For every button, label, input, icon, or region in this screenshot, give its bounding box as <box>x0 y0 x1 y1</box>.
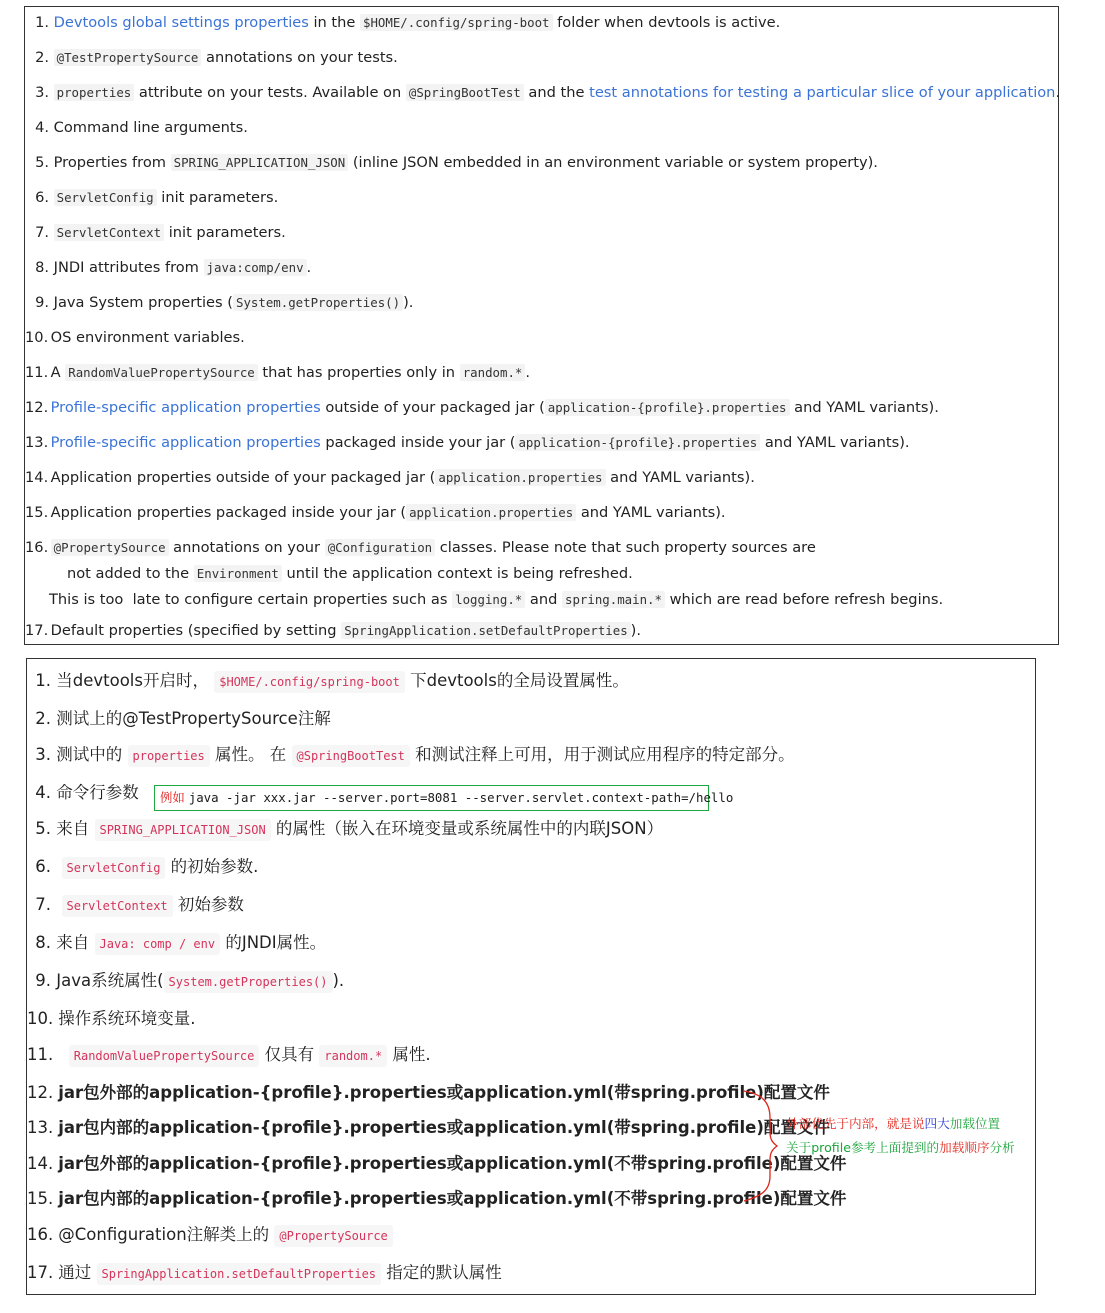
inline-code: spring.main.* <box>562 591 665 608</box>
item-text: 的初始参数. <box>165 857 259 876</box>
item-number: 1. <box>35 671 51 690</box>
item-text: and YAML variants). <box>605 469 755 486</box>
item-number: 5. <box>35 154 49 171</box>
item-text: 来自 <box>56 819 95 838</box>
item-number: 2. <box>35 49 49 66</box>
item-text: and YAML variants). <box>760 434 910 451</box>
list-item <box>25 13 780 33</box>
item-text: not added to the <box>67 565 194 582</box>
item-text: ). <box>403 294 414 311</box>
item-text-bold: jar包外部的application-{profile}.properties或application.yml(带spring.profile)配置文件 <box>58 1083 830 1102</box>
item-text <box>56 857 61 876</box>
list-item <box>25 538 816 558</box>
item-number: 17. <box>27 1263 54 1282</box>
list-item <box>25 48 398 68</box>
item-text: folder when devtools is active. <box>552 14 781 31</box>
item-text: . <box>306 259 312 276</box>
list-item <box>27 893 244 918</box>
example-command: java -jar xxx.jar --server.port=8081 --server.servlet.context-path=/hello <box>188 790 734 805</box>
item-text: 的属性（嵌入在环境变量或系统属性中的内联JSON） <box>270 819 664 838</box>
item-number: 5. <box>35 819 51 838</box>
item-text: annotations on your <box>168 539 325 556</box>
list-item <box>27 1043 431 1068</box>
inline-code: random.* <box>460 364 526 381</box>
inline-code: $HOME/.config/spring-boot <box>360 14 553 31</box>
item-text: 属性. <box>387 1045 431 1064</box>
inline-code: SpringApplication.setDefaultProperties <box>341 622 630 639</box>
list-item <box>25 118 248 138</box>
item-number: 13. <box>27 1118 54 1137</box>
list-item <box>27 1223 393 1248</box>
inline-code: RandomValuePropertySource <box>69 1045 260 1067</box>
list-item <box>25 328 245 348</box>
item-number: 15. <box>25 504 49 521</box>
item-text: packaged inside your jar ( <box>320 434 516 451</box>
item-text-bold: jar包外部的application-{profile}.properties或application.yml(不带spring.profile)配置文件 <box>58 1154 847 1173</box>
item-text: Properties from <box>53 154 171 171</box>
item-number: 12. <box>27 1083 54 1102</box>
list-item <box>27 1007 196 1031</box>
inline-code: application.properties <box>406 504 576 521</box>
list-item <box>25 293 413 313</box>
item-text-bold: jar包内部的application-{profile}.properties或application.yml(不带spring.profile)配置文件 <box>58 1189 847 1208</box>
item-text <box>56 895 61 914</box>
list-item <box>27 931 326 956</box>
list-item <box>25 433 910 453</box>
item-number: 11. <box>27 1045 54 1064</box>
item-text: attribute on your tests. Available on <box>134 84 406 101</box>
item-text <box>58 1045 69 1064</box>
list-item <box>25 83 1060 103</box>
item-text: Default properties (specified by setting <box>50 622 342 639</box>
item-text: and the <box>523 84 590 101</box>
item-text: 命令行参数 <box>56 783 139 802</box>
item-text: A <box>50 364 66 381</box>
item-text: . <box>1055 84 1061 101</box>
annotation-text: 关于profile参考上面提到的 <box>786 1140 940 1155</box>
item-text: 测试上的@TestPropertySource注解 <box>56 709 331 728</box>
item-number: 11. <box>25 364 49 381</box>
item-text: outside of your packaged jar ( <box>320 399 545 416</box>
item-number: 6. <box>35 857 51 876</box>
item-text: JNDI attributes from <box>53 259 204 276</box>
item-number: 7. <box>35 224 49 241</box>
list-item <box>25 258 311 278</box>
item-text: and YAML variants). <box>789 399 939 416</box>
list-item <box>27 1152 846 1176</box>
item-text: in the <box>308 14 360 31</box>
chinese-property-order-list <box>26 658 1036 1295</box>
item-text: . <box>525 364 531 381</box>
inline-code: java:comp/env <box>204 259 307 276</box>
doc-link[interactable]: Devtools global settings properties <box>53 14 309 31</box>
item-number: 9. <box>35 971 51 990</box>
list-item <box>27 1081 830 1105</box>
item-number: 1. <box>35 14 49 31</box>
inline-code: application.properties <box>435 469 605 486</box>
list-item <box>27 855 258 880</box>
inline-code: application-{profile}.properties <box>515 434 760 451</box>
list-item <box>25 188 278 208</box>
item-text: 来自 <box>56 933 95 952</box>
item-text: init parameters. <box>164 224 286 241</box>
inline-code: ServletConfig <box>54 189 157 206</box>
item-text: classes. Please note that such property sources are <box>435 539 816 556</box>
item-text: 操作系统环境变量. <box>58 1009 196 1028</box>
inline-code: SpringApplication.setDefaultProperties <box>97 1263 382 1285</box>
item-number: 3. <box>35 745 51 764</box>
item-text: and <box>525 591 562 608</box>
item-number: 2. <box>35 709 51 728</box>
item-text: 指定的默认属性 <box>381 1263 502 1282</box>
inline-code: properties <box>128 745 210 767</box>
item-number: 6. <box>35 189 49 206</box>
inline-code: Java: comp / env <box>95 933 221 955</box>
annotation-text: 加载位置 <box>949 1116 1001 1131</box>
item-number: 9. <box>35 294 49 311</box>
inline-code: SPRING_APPLICATION_JSON <box>171 154 349 171</box>
item-number: 14. <box>27 1154 54 1173</box>
item-text: until the application context is being refreshed. <box>281 565 633 582</box>
item-text: Command line arguments. <box>53 119 248 136</box>
list-item <box>27 1187 846 1211</box>
bracket-annotation <box>740 1088 780 1203</box>
inline-code: logging.* <box>452 591 525 608</box>
inline-code: Environment <box>194 565 282 582</box>
item-number: 13. <box>25 434 49 451</box>
item-text: and YAML variants). <box>576 504 726 521</box>
item-number: 7. <box>35 895 51 914</box>
annotation-text: 加载顺序 <box>939 1140 990 1155</box>
item-number: 16. <box>25 539 49 556</box>
item-number: 12. <box>25 399 49 416</box>
item-text: OS environment variables. <box>50 329 245 346</box>
list-item <box>25 153 878 173</box>
item-text: 的JNDI属性。 <box>220 933 327 952</box>
inline-code: System.getProperties() <box>233 294 403 311</box>
item-number: 10. <box>25 329 49 346</box>
item-number: 3. <box>35 84 49 101</box>
inline-code: random.* <box>319 1045 387 1067</box>
annotation-line-1 <box>786 1112 1015 1136</box>
item-text: Application properties outside of your packaged jar ( <box>50 469 436 486</box>
item-number: 8. <box>35 259 49 276</box>
item-number: 4. <box>35 783 51 802</box>
item-text: Java系统属性( <box>56 971 164 990</box>
item-text: which are read before refresh begins. <box>664 591 944 608</box>
list-item <box>25 398 939 418</box>
list-item <box>27 1261 502 1286</box>
inline-code: application-{profile}.properties <box>545 399 790 416</box>
item-text: 测试中的 <box>56 745 128 764</box>
doc-link[interactable]: Profile-specific application properties <box>50 399 321 416</box>
list-item <box>25 503 726 523</box>
item-text: 和测试注释上可用，用于测试应用程序的特定部分。 <box>409 745 795 764</box>
inline-code: SPRING_APPLICATION_JSON <box>95 819 271 841</box>
inline-code: @SpringBootTest <box>292 745 410 767</box>
list-item <box>27 781 139 805</box>
inline-code: ServletContext <box>62 895 173 917</box>
item-number: 10. <box>27 1009 54 1028</box>
item-number: 4. <box>35 119 49 136</box>
item-text: 下devtools的全局设置属性。 <box>404 671 629 690</box>
item-text: (inline JSON embedded in an environment variable or system property). <box>348 154 878 171</box>
item-number: 14. <box>25 469 49 486</box>
item-text: Java System properties ( <box>53 294 233 311</box>
annotation-text: 外部优先于内部，就是说 <box>786 1116 925 1131</box>
item-text: ). <box>630 622 642 639</box>
item-text: 当devtools开启时， <box>56 671 215 690</box>
item-text: 属性。 在 <box>209 745 292 764</box>
example-label: 例如 <box>160 790 185 805</box>
doc-link[interactable]: Profile-specific application properties <box>50 434 321 451</box>
list-item <box>25 621 641 641</box>
inline-code: RandomValuePropertySource <box>65 364 258 381</box>
item-number: 16. <box>27 1225 54 1244</box>
item-text: 仅具有 <box>259 1045 320 1064</box>
item-text: This is too late to configure certain properties such as <box>49 591 453 608</box>
list-item <box>27 817 663 842</box>
inline-code: System.getProperties() <box>164 971 333 993</box>
list-item <box>25 223 286 243</box>
item-text: init parameters. <box>156 189 279 206</box>
item-text-bold: jar包内部的application-{profile}.properties或application.yml(带spring.profile)配置文件 <box>58 1118 830 1137</box>
list-item <box>49 590 943 610</box>
inline-code: ServletContext <box>54 224 164 241</box>
inline-code: @SpringBootTest <box>406 84 524 101</box>
list-item <box>27 707 331 731</box>
annotation-text: 四大 <box>924 1116 950 1131</box>
command-line-example-callout <box>154 785 734 811</box>
list-item <box>27 969 344 994</box>
inline-code: @PropertySource <box>274 1225 392 1247</box>
item-text: 初始参数 <box>172 895 244 914</box>
list-item <box>27 669 629 694</box>
inline-code: ServletConfig <box>62 857 166 879</box>
priority-annotation-note <box>786 1112 1015 1160</box>
annotation-text: 分析 <box>989 1140 1015 1155</box>
annotation-line-2 <box>786 1136 1015 1160</box>
english-property-order-list <box>24 6 1059 645</box>
list-item <box>67 564 633 584</box>
item-text: @Configuration注解类上的 <box>58 1225 275 1244</box>
item-text: that has properties only in <box>257 364 460 381</box>
list-item <box>25 363 530 383</box>
item-number: 15. <box>27 1189 54 1208</box>
item-number: 17. <box>25 622 49 639</box>
item-text: 通过 <box>58 1263 97 1282</box>
inline-code: properties <box>54 84 135 101</box>
inline-code: @TestPropertySource <box>54 49 202 66</box>
inline-code: @Configuration <box>325 539 435 556</box>
list-item <box>27 743 795 768</box>
list-item <box>27 1116 830 1140</box>
list-item <box>25 468 755 488</box>
item-number: 8. <box>35 933 51 952</box>
item-text: Application properties packaged inside your jar ( <box>50 504 407 521</box>
item-text: ). <box>332 971 345 990</box>
inline-code: @PropertySource <box>51 539 169 556</box>
item-text: annotations on your tests. <box>201 49 398 66</box>
inline-code: $HOME/.config/spring-boot <box>214 671 405 693</box>
doc-link[interactable]: test annotations for testing a particular slice of your application <box>589 84 1056 101</box>
